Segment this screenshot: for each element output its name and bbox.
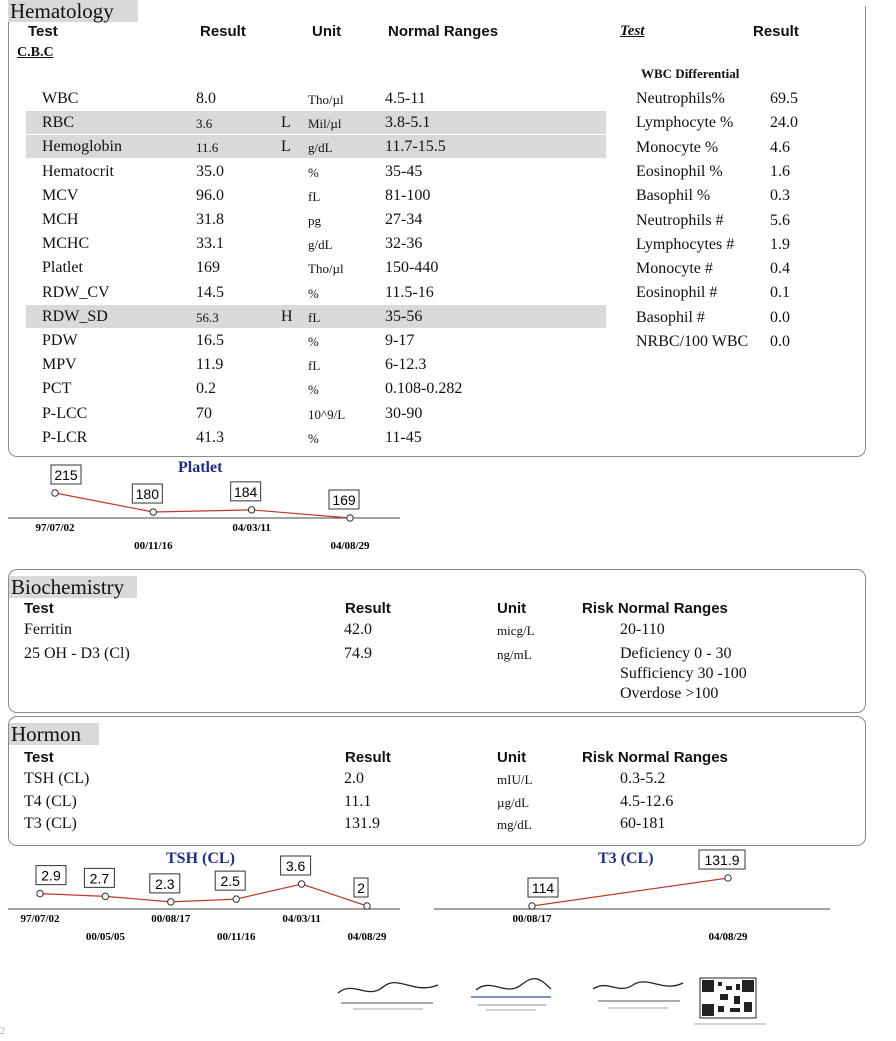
test-unit: pg <box>308 213 321 228</box>
normal-range: 4.5-11 <box>385 90 426 107</box>
test-result: 11.6 <box>196 140 219 156</box>
wbc-differential-title: WBC Differential <box>641 66 740 81</box>
normal-range: 11.7-15.5 <box>385 138 446 156</box>
diff-row <box>636 212 816 234</box>
cbc-row <box>26 256 606 279</box>
diff-row <box>636 309 816 331</box>
test-name: PCT <box>42 380 72 398</box>
data-label: 2.7 <box>89 870 110 887</box>
diff-row <box>636 90 816 112</box>
bio-test-name: Ferritin <box>24 621 72 638</box>
normal-range: 0.108-0.282 <box>385 380 463 398</box>
cbc-row <box>26 426 606 449</box>
hor-header-ranges: Risk Normal Ranges <box>582 749 728 766</box>
test-name: MCV <box>42 186 79 204</box>
hormon-test-name: T3 (CL) <box>24 815 77 832</box>
bio-test-result: 74.9 <box>344 645 372 662</box>
data-label: 169 <box>332 492 356 508</box>
date-label: 04/08/29 <box>708 931 748 943</box>
hormon-test-result: 11.1 <box>344 792 372 810</box>
hormon-test-result: 2.0 <box>344 770 364 787</box>
diff-result: 69.5 <box>770 90 798 107</box>
cbc-row <box>26 377 606 400</box>
date-label: 00/05/05 <box>85 931 125 943</box>
test-name: RDW_CV <box>42 283 110 301</box>
hormon-test-result: 131.9 <box>344 815 380 832</box>
date-label: 04/08/29 <box>330 540 370 552</box>
diff-row <box>636 139 816 161</box>
date-label: 00/08/17 <box>512 913 552 925</box>
diff-name: Lymphocyte % <box>636 114 734 132</box>
normal-range: 35-56 <box>385 307 423 325</box>
date-label: 97/07/02 <box>35 522 75 534</box>
normal-range: 81-100 <box>385 186 431 204</box>
diff-result: 0.0 <box>770 333 790 350</box>
diff-name: Monocyte # <box>636 260 713 278</box>
hormon-title: Hormon <box>9 723 99 745</box>
normal-range: 3.8-5.1 <box>385 114 431 132</box>
data-point <box>168 899 174 905</box>
cbc-row <box>26 329 606 352</box>
diff-result: 4.6 <box>770 138 790 156</box>
test-result: 3.6 <box>196 116 213 132</box>
data-point <box>298 881 304 887</box>
diff-name: Lymphocytes # <box>636 235 735 253</box>
normal-range: 11-45 <box>385 428 422 446</box>
diff-row <box>636 260 816 282</box>
hormon-panel <box>8 716 866 846</box>
date-label: 00/11/16 <box>134 540 173 552</box>
hormon-range: 4.5-12.6 <box>620 792 674 810</box>
diff-name: Eosinophil % <box>636 162 723 180</box>
data-point <box>347 515 353 521</box>
data-label: 2.9 <box>41 867 61 884</box>
test-unit: Tho/µl <box>308 92 344 107</box>
bio-header-ranges: Risk Normal Ranges <box>582 600 728 617</box>
test-result: 11.9 <box>196 356 224 374</box>
diff-row <box>636 187 816 209</box>
data-point <box>364 903 370 909</box>
data-point <box>248 507 254 513</box>
normal-range: 32-36 <box>385 235 423 253</box>
data-label: 131.9 <box>704 852 740 868</box>
diff-result: 1.6 <box>770 162 790 180</box>
cbc-row <box>26 305 606 328</box>
diff-name: Neutrophils% <box>636 90 725 107</box>
cbc-row <box>26 208 606 231</box>
hormon-test-name: T4 (CL) <box>24 792 77 810</box>
bio-test-unit: micg/L <box>497 623 535 638</box>
cbc-row <box>26 232 606 255</box>
bio-range-line: 20-110 <box>620 621 665 638</box>
diff-name: Eosinophil # <box>636 284 718 302</box>
diff-result: 0.4 <box>770 260 790 278</box>
abnormal-flag: L <box>281 114 291 132</box>
bio-test-name: 25 OH - D3 (Cl) <box>24 645 130 662</box>
qr-code <box>690 976 770 1031</box>
test-result: 96.0 <box>196 186 224 204</box>
diff-name: Basophil % <box>636 187 711 205</box>
data-point <box>102 893 108 899</box>
normal-range: 35-45 <box>385 162 423 180</box>
test-name: RBC <box>42 114 75 132</box>
test-result: 41.3 <box>196 428 224 446</box>
test-name: Hematocrit <box>42 162 114 180</box>
diff-result: 0.3 <box>770 187 790 205</box>
diff-row <box>636 236 816 258</box>
diff-row <box>636 333 816 355</box>
cbc-row <box>26 281 606 304</box>
platelet-chart-title: Platlet <box>178 459 223 476</box>
hor-header-test: Test <box>24 749 54 766</box>
data-point <box>52 490 58 496</box>
tsh-chart-title: TSH (CL) <box>166 850 235 867</box>
test-unit: g/dL <box>308 140 333 156</box>
hem-header-result: Result <box>200 23 246 40</box>
series-line <box>532 878 728 906</box>
test-result: 56.3 <box>196 309 219 325</box>
test-result: 35.0 <box>196 162 224 180</box>
signature-stamp-1 <box>333 975 443 1015</box>
data-point <box>37 890 43 896</box>
test-name: RDW_SD <box>42 307 108 325</box>
cbc-row <box>26 402 606 425</box>
test-result: 0.2 <box>196 380 216 398</box>
cbc-row <box>26 353 606 376</box>
bio-range-line: Sufficiency 30 -100 <box>620 665 747 682</box>
cbc-row <box>26 135 606 158</box>
series-line <box>55 493 350 518</box>
diff-result: 5.6 <box>770 211 790 229</box>
abnormal-flag: H <box>281 307 293 325</box>
test-unit: 10^9/L <box>308 406 346 422</box>
normal-range: 9-17 <box>385 332 415 349</box>
bio-range-line: Overdose >100 <box>620 685 719 702</box>
hormon-test-unit: mIU/L <box>497 772 533 787</box>
test-unit: % <box>308 285 319 301</box>
bio-test-result: 42.0 <box>344 621 372 638</box>
signature-stamp-2 <box>466 975 556 1015</box>
date-label: 00/08/17 <box>151 913 191 925</box>
test-unit: g/dL <box>308 237 333 253</box>
diff-result: 24.0 <box>770 114 798 132</box>
test-unit: fL <box>308 358 321 374</box>
test-result: 33.1 <box>196 235 224 253</box>
test-name: WBC <box>42 90 79 107</box>
date-label: 00/11/16 <box>216 931 256 943</box>
diff-name: NRBC/100 WBC <box>636 333 749 350</box>
hormon-test-unit: mg/dL <box>497 817 532 832</box>
hormon-range: 60-181 <box>620 815 666 832</box>
test-name: PDW <box>42 332 78 349</box>
hormon-test-name: TSH (CL) <box>24 770 90 787</box>
test-unit: % <box>308 334 319 349</box>
cbc-row <box>26 160 606 183</box>
diff-row <box>636 163 816 185</box>
diff-header-result: Result <box>753 23 799 40</box>
data-point <box>233 896 239 902</box>
test-unit: % <box>308 382 319 398</box>
test-result: 16.5 <box>196 332 224 349</box>
diff-name: Basophil # <box>636 308 705 326</box>
hem-header-ranges: Normal Ranges <box>388 23 499 40</box>
test-name: MPV <box>42 356 77 374</box>
data-label: 114 <box>531 880 555 896</box>
diff-name: Neutrophils # <box>636 211 724 229</box>
cbc-row <box>26 111 606 134</box>
data-label: 215 <box>54 467 78 483</box>
normal-range: 6-12.3 <box>385 356 427 374</box>
date-label: 97/07/02 <box>20 913 60 925</box>
test-result: 31.8 <box>196 211 224 228</box>
abnormal-flag: L <box>281 138 291 156</box>
data-label: 180 <box>135 486 160 503</box>
data-point <box>150 509 156 515</box>
test-result: 14.5 <box>196 283 224 301</box>
hor-header-result: Result <box>345 749 391 766</box>
date-label: 04/03/11 <box>282 913 321 925</box>
cbc-group-label: C.B.C <box>17 45 54 60</box>
bio-header-result: Result <box>345 600 391 617</box>
hormon-range: 0.3-5.2 <box>620 770 666 787</box>
test-unit: % <box>308 430 319 446</box>
test-result: 8.0 <box>196 90 216 107</box>
date-label: 04/08/29 <box>347 931 387 943</box>
normal-range: 11.5-16 <box>385 283 434 301</box>
data-label: 184 <box>233 483 258 500</box>
data-label: 2.5 <box>220 873 240 890</box>
test-name: Platlet <box>42 259 83 277</box>
test-name: Hemoglobin <box>42 138 122 156</box>
normal-range: 30-90 <box>385 404 423 422</box>
test-name: MCHC <box>42 235 90 253</box>
diff-result: 1.9 <box>770 235 790 253</box>
hem-header-test: Test <box>28 23 58 40</box>
diff-row <box>636 284 816 306</box>
test-unit: Mil/µl <box>308 116 342 132</box>
bio-test-unit: ng/mL <box>497 647 532 662</box>
data-label: 2.3 <box>155 875 175 892</box>
diff-row <box>636 114 816 136</box>
test-name: P-LCC <box>42 404 88 422</box>
normal-range: 27-34 <box>385 211 423 228</box>
test-unit: fL <box>308 188 321 204</box>
test-result: 70 <box>196 404 212 422</box>
test-unit: fL <box>308 309 321 325</box>
t3-chart-title: T3 (CL) <box>598 850 654 867</box>
hematology-title: Hematology <box>8 0 138 22</box>
hem-header-unit: Unit <box>312 23 342 40</box>
bio-header-test: Test <box>24 600 54 617</box>
hormon-test-unit: µg/dL <box>497 794 530 810</box>
test-name: MCH <box>42 211 79 228</box>
date-label: 04/03/11 <box>232 522 271 534</box>
cbc-row <box>26 87 606 110</box>
page-number: 2 <box>0 1026 5 1037</box>
data-label: 2 <box>357 880 365 896</box>
data-label: 3.6 <box>285 858 306 874</box>
test-result: 169 <box>196 259 220 277</box>
test-name: P-LCR <box>42 428 88 446</box>
bio-range-line: Deficiency 0 - 30 <box>620 645 732 662</box>
diff-result: 0.1 <box>770 284 790 302</box>
test-unit: Tho/µl <box>308 261 344 277</box>
biochemistry-title: Biochemistry <box>9 576 137 598</box>
diff-name: Monocyte % <box>636 138 719 156</box>
test-unit: % <box>308 164 319 180</box>
data-point <box>529 903 535 909</box>
data-point <box>725 875 731 881</box>
cbc-row <box>26 184 606 207</box>
diff-header-test: Test <box>620 23 645 39</box>
hor-header-unit: Unit <box>497 749 527 766</box>
diff-result: 0.0 <box>770 308 790 326</box>
signature-stamp-3 <box>588 975 688 1015</box>
bio-header-unit: Unit <box>497 600 527 617</box>
normal-range: 150-440 <box>385 259 439 277</box>
